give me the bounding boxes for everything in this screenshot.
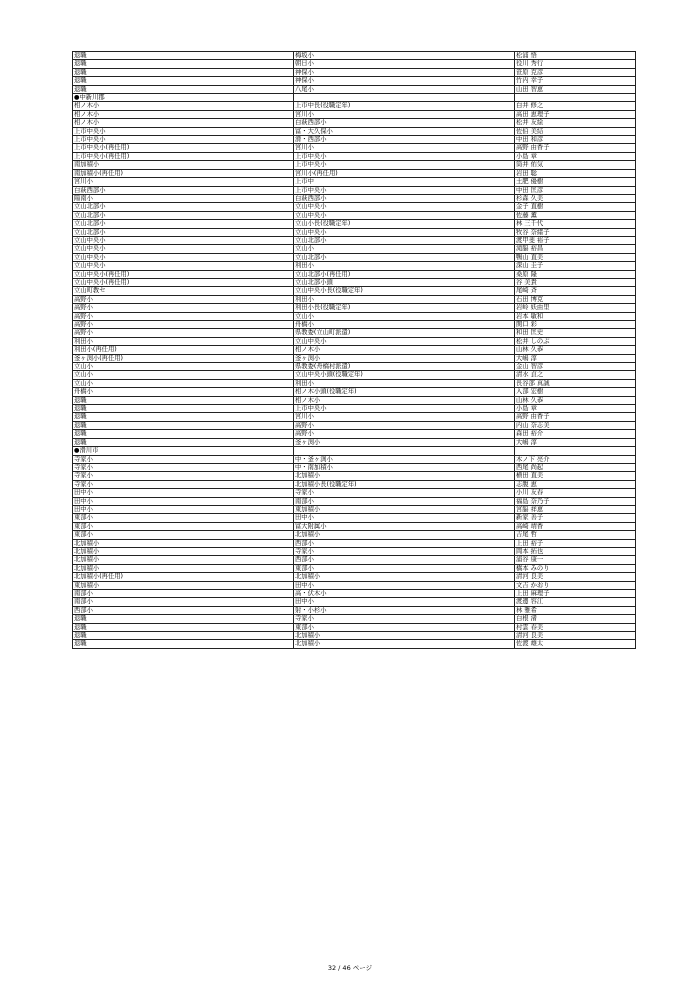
table-row bbox=[73, 102, 636, 110]
person-name-cell: 佐渡 雄太 bbox=[515, 640, 636, 648]
table-row bbox=[73, 144, 636, 152]
to-school-cell: 上市中央小 bbox=[294, 152, 515, 160]
from-school-cell: 退職 bbox=[73, 421, 294, 429]
from-school-cell: 退職 bbox=[73, 438, 294, 446]
person-name-cell: 内山 奈志美 bbox=[515, 421, 636, 429]
person-name-cell bbox=[515, 94, 636, 102]
from-school-cell: 陽南小 bbox=[73, 194, 294, 202]
to-school-cell: 北加積小 bbox=[294, 632, 515, 640]
to-school-cell: 相ノ木小 bbox=[294, 396, 515, 404]
table-row bbox=[73, 110, 636, 118]
person-name-cell: 白根 渚 bbox=[515, 615, 636, 623]
from-school-cell: 退職 bbox=[73, 615, 294, 623]
from-school-cell: 相ノ木小 bbox=[73, 119, 294, 127]
table-row bbox=[73, 564, 636, 572]
to-school-cell: 田中小 bbox=[294, 581, 515, 589]
person-name-cell: 山林 久恭 bbox=[515, 346, 636, 354]
person-name-cell: 橋本 みのり bbox=[515, 564, 636, 572]
person-name-cell: 宮脇 祥恵 bbox=[515, 505, 636, 513]
to-school-cell: 立山北部小(再任用) bbox=[294, 270, 515, 278]
from-school-cell: 退職 bbox=[73, 640, 294, 648]
from-school-cell: 立山中央小 bbox=[73, 253, 294, 261]
table-row bbox=[73, 203, 636, 211]
to-school-cell: 上市中央小 bbox=[294, 161, 515, 169]
person-name-cell: 入部 宏樹 bbox=[515, 388, 636, 396]
to-school-cell: 立山北部小 bbox=[294, 236, 515, 244]
person-name-cell: 土肥 優樹 bbox=[515, 178, 636, 186]
to-school-cell: 県教委(立山町派遣) bbox=[294, 329, 515, 337]
to-school-cell: 白萩西部小 bbox=[294, 119, 515, 127]
person-name-cell: 横田 直美 bbox=[515, 472, 636, 480]
table-body bbox=[73, 52, 636, 649]
from-school-cell: 上市中央小(再任用) bbox=[73, 144, 294, 152]
person-name-cell: 尾崎 斉 bbox=[515, 287, 636, 295]
from-school-cell: 北加積小 bbox=[73, 547, 294, 555]
to-school-cell: 利田小長(役職定年) bbox=[294, 304, 515, 312]
table-row bbox=[73, 354, 636, 362]
person-name-cell: 和田 匡史 bbox=[515, 329, 636, 337]
from-school-cell: 上市中央小(再任用) bbox=[73, 152, 294, 160]
person-name-cell: 大嶋 淳 bbox=[515, 354, 636, 362]
person-name-cell: 滝脇 裕昌 bbox=[515, 245, 636, 253]
table-row bbox=[73, 161, 636, 169]
to-school-cell: 立山北部小頭 bbox=[294, 278, 515, 286]
to-school-cell: 寺家小 bbox=[294, 547, 515, 555]
from-school-cell: 立山小 bbox=[73, 371, 294, 379]
to-school-cell: 東部小 bbox=[294, 623, 515, 631]
to-school-cell: 白萩西部小 bbox=[294, 194, 515, 202]
person-name-cell: 吉尾 哲 bbox=[515, 531, 636, 539]
table-row bbox=[73, 405, 636, 413]
to-school-cell: 滑・西部小 bbox=[294, 136, 515, 144]
person-name-cell: 白井 修之 bbox=[515, 102, 636, 110]
from-school-cell: 高野小 bbox=[73, 304, 294, 312]
person-name-cell: 山林 久恭 bbox=[515, 396, 636, 404]
from-school-cell: 高野小 bbox=[73, 321, 294, 329]
table-row bbox=[73, 438, 636, 446]
to-school-cell: 舟橋小 bbox=[294, 321, 515, 329]
table-row bbox=[73, 169, 636, 177]
to-school-cell: 東加積小 bbox=[294, 505, 515, 513]
to-school-cell: 立山北部小 bbox=[294, 253, 515, 261]
to-school-cell: 相ノ木小頭(役職定年) bbox=[294, 388, 515, 396]
person-name-cell: 岡本 拓也 bbox=[515, 547, 636, 555]
person-name-cell: 桑原 隆 bbox=[515, 270, 636, 278]
table-row bbox=[73, 396, 636, 404]
to-school-cell: 田中小 bbox=[294, 514, 515, 522]
from-school-cell: 北加積小 bbox=[73, 564, 294, 572]
from-school-cell: 東加積小 bbox=[73, 581, 294, 589]
table-row bbox=[73, 472, 636, 480]
from-school-cell: 釜ヶ渕小(再任用) bbox=[73, 354, 294, 362]
person-name-cell: 小川 友春 bbox=[515, 489, 636, 497]
to-school-cell: 立山中央小 bbox=[294, 228, 515, 236]
table-row bbox=[73, 278, 636, 286]
table-row bbox=[73, 581, 636, 589]
to-school-cell: 宮川小 bbox=[294, 413, 515, 421]
person-name-cell: 長谷部 真誠 bbox=[515, 379, 636, 387]
from-school-cell: 南加積小(再任用) bbox=[73, 169, 294, 177]
person-name-cell: 志腹 恵 bbox=[515, 480, 636, 488]
table-row bbox=[73, 388, 636, 396]
to-school-cell: 梅坂小 bbox=[294, 52, 515, 60]
person-name-cell: 深山 圭子 bbox=[515, 262, 636, 270]
person-name-cell: 杉森 久美 bbox=[515, 194, 636, 202]
table-row bbox=[73, 186, 636, 194]
from-school-cell: 高野小 bbox=[73, 295, 294, 303]
from-school-cell: 南加積小 bbox=[73, 161, 294, 169]
from-school-cell: 立山小 bbox=[73, 379, 294, 387]
table-row bbox=[73, 455, 636, 463]
from-school-cell: 田中小 bbox=[73, 489, 294, 497]
table-row bbox=[73, 489, 636, 497]
to-school-cell: 朝日小 bbox=[294, 60, 515, 68]
table-row bbox=[73, 606, 636, 614]
table-row bbox=[73, 346, 636, 354]
from-school-cell: 立山中央小 bbox=[73, 262, 294, 270]
to-school-cell: 立山中央小 bbox=[294, 211, 515, 219]
table-row bbox=[73, 304, 636, 312]
person-name-cell: 渡邊 容江 bbox=[515, 598, 636, 606]
table-row bbox=[73, 94, 636, 102]
from-school-cell: 東部小 bbox=[73, 514, 294, 522]
to-school-cell: 高・伏木小 bbox=[294, 590, 515, 598]
person-name-cell: 中田 匡彦 bbox=[515, 186, 636, 194]
from-school-cell: 退職 bbox=[73, 77, 294, 85]
table-row bbox=[73, 590, 636, 598]
from-school-cell: 寺家小 bbox=[73, 472, 294, 480]
from-school-cell: 立山中央小 bbox=[73, 236, 294, 244]
to-school-cell: 立山中央小長(役職定年) bbox=[294, 287, 515, 295]
to-school-cell: 立山中央小 bbox=[294, 337, 515, 345]
table-row bbox=[73, 220, 636, 228]
from-school-cell: 上市中央小 bbox=[73, 136, 294, 144]
from-school-cell: 退職 bbox=[73, 413, 294, 421]
to-school-cell: 高野小 bbox=[294, 421, 515, 429]
table-row bbox=[73, 337, 636, 345]
table-row bbox=[73, 447, 636, 455]
person-name-cell: 文吉 かおり bbox=[515, 581, 636, 589]
person-name-cell: 小島 章 bbox=[515, 405, 636, 413]
person-name-cell: 林 三千代 bbox=[515, 220, 636, 228]
person-name-cell: 中田 和彦 bbox=[515, 136, 636, 144]
personnel-table bbox=[72, 51, 636, 649]
to-school-cell: 宮川小 bbox=[294, 110, 515, 118]
from-school-cell: 立山中央小(再任用) bbox=[73, 278, 294, 286]
to-school-cell bbox=[294, 447, 515, 455]
to-school-cell: 射・小杉小 bbox=[294, 606, 515, 614]
person-name-cell: 大嶋 淳 bbox=[515, 438, 636, 446]
table-row bbox=[73, 253, 636, 261]
to-school-cell: 富大附属小 bbox=[294, 522, 515, 530]
person-name-cell: 岩岭 妖由里 bbox=[515, 304, 636, 312]
table-row bbox=[73, 522, 636, 530]
to-school-cell: 田中小 bbox=[294, 598, 515, 606]
to-school-cell: 相ノ木小 bbox=[294, 346, 515, 354]
table-row bbox=[73, 287, 636, 295]
table-row bbox=[73, 573, 636, 581]
table-row bbox=[73, 632, 636, 640]
table-row bbox=[73, 539, 636, 547]
person-name-cell: 小島 章 bbox=[515, 152, 636, 160]
from-school-cell: 北加積小 bbox=[73, 539, 294, 547]
person-name-cell: 高野 由香子 bbox=[515, 413, 636, 421]
to-school-cell: 神保小 bbox=[294, 77, 515, 85]
to-school-cell: 寺家小 bbox=[294, 489, 515, 497]
from-school-cell: 東部小 bbox=[73, 531, 294, 539]
table-row bbox=[73, 363, 636, 371]
table-row bbox=[73, 514, 636, 522]
from-school-cell: 南部小 bbox=[73, 598, 294, 606]
from-school-cell: 退職 bbox=[73, 623, 294, 631]
to-school-cell: 高野小 bbox=[294, 430, 515, 438]
person-name-cell: 清水 貞之 bbox=[515, 371, 636, 379]
person-name-cell: 林 雅希 bbox=[515, 606, 636, 614]
from-school-cell: 立山中央小 bbox=[73, 245, 294, 253]
to-school-cell: 中・釜ヶ渕小 bbox=[294, 455, 515, 463]
to-school-cell: 南部小 bbox=[294, 497, 515, 505]
to-school-cell: 東部小 bbox=[294, 564, 515, 572]
table-row bbox=[73, 598, 636, 606]
table-row bbox=[73, 430, 636, 438]
table-row bbox=[73, 615, 636, 623]
to-school-cell: 上市中 bbox=[294, 178, 515, 186]
from-school-cell: 白萩西部小 bbox=[73, 186, 294, 194]
from-school-cell: 立山北部小 bbox=[73, 211, 294, 219]
person-name-cell: 岩田 聡 bbox=[515, 169, 636, 177]
to-school-cell: 上市中長(役職定年) bbox=[294, 102, 515, 110]
to-school-cell: 北加積小 bbox=[294, 531, 515, 539]
from-school-cell: 田中小 bbox=[73, 497, 294, 505]
person-name-cell: 上田 麻理子 bbox=[515, 590, 636, 598]
to-school-cell: 利田小 bbox=[294, 379, 515, 387]
person-name-cell: 木ノ下 亮介 bbox=[515, 455, 636, 463]
person-name-cell: 岩本 敏和 bbox=[515, 312, 636, 320]
table-row bbox=[73, 497, 636, 505]
table-row bbox=[73, 245, 636, 253]
table-row bbox=[73, 312, 636, 320]
person-name-cell: 金山 智彦 bbox=[515, 363, 636, 371]
from-school-cell: 退職 bbox=[73, 632, 294, 640]
to-school-cell: 県教委(舟橋村派遣) bbox=[294, 363, 515, 371]
to-school-cell: 上市中央小 bbox=[294, 186, 515, 194]
table-row bbox=[73, 480, 636, 488]
person-name-cell: 松井 しのぶ bbox=[515, 337, 636, 345]
table-row bbox=[73, 85, 636, 93]
person-name-cell bbox=[515, 447, 636, 455]
table-row bbox=[73, 60, 636, 68]
table-row bbox=[73, 178, 636, 186]
to-school-cell: 北加積小 bbox=[294, 573, 515, 581]
from-school-cell: 寺家小 bbox=[73, 455, 294, 463]
person-name-cell: 関口 彩 bbox=[515, 321, 636, 329]
person-name-cell: 笹原 克彦 bbox=[515, 68, 636, 76]
person-name-cell: 筒井 佑気 bbox=[515, 161, 636, 169]
person-name-cell: 上田 裕子 bbox=[515, 539, 636, 547]
person-name-cell: 福島 奈乃子 bbox=[515, 497, 636, 505]
person-name-cell: 浦谷 康一 bbox=[515, 556, 636, 564]
to-school-cell: 釜ヶ渕小 bbox=[294, 354, 515, 362]
person-name-cell: 高田 恵理子 bbox=[515, 110, 636, 118]
from-school-cell: 退職 bbox=[73, 60, 294, 68]
to-school-cell: 寺家小 bbox=[294, 615, 515, 623]
from-school-cell: 立山中央小(再任用) bbox=[73, 270, 294, 278]
table-row bbox=[73, 270, 636, 278]
person-name-cell: 清河 良美 bbox=[515, 573, 636, 581]
table-row bbox=[73, 68, 636, 76]
to-school-cell: 中・南加積小 bbox=[294, 463, 515, 471]
from-school-cell: 立山町教セ bbox=[73, 287, 294, 295]
table-row bbox=[73, 119, 636, 127]
person-name-cell: 西尾 尚起 bbox=[515, 463, 636, 471]
to-school-cell: 北加積小長(役職定年) bbox=[294, 480, 515, 488]
to-school-cell: 立山小 bbox=[294, 312, 515, 320]
person-name-cell: 森田 裕介 bbox=[515, 430, 636, 438]
person-name-cell: 高崎 靖香 bbox=[515, 522, 636, 530]
person-name-cell: 鴨山 直美 bbox=[515, 253, 636, 261]
table-row bbox=[73, 640, 636, 648]
to-school-cell: 西部小 bbox=[294, 539, 515, 547]
to-school-cell: 利田小 bbox=[294, 295, 515, 303]
to-school-cell: 立山中央小頭(役職定年) bbox=[294, 371, 515, 379]
to-school-cell: 立山中央小 bbox=[294, 203, 515, 211]
from-school-cell: 上市中央小 bbox=[73, 127, 294, 135]
from-school-cell: 利田小 bbox=[73, 337, 294, 345]
to-school-cell: 利田小 bbox=[294, 262, 515, 270]
to-school-cell bbox=[294, 94, 515, 102]
table-row bbox=[73, 505, 636, 513]
person-name-cell: 役川 秀行 bbox=[515, 60, 636, 68]
from-school-cell: 高野小 bbox=[73, 329, 294, 337]
table-row bbox=[73, 127, 636, 135]
to-school-cell: 釜ヶ渕小 bbox=[294, 438, 515, 446]
from-school-cell: 田中小 bbox=[73, 505, 294, 513]
from-school-cell: 退職 bbox=[73, 430, 294, 438]
to-school-cell: 神保小 bbox=[294, 68, 515, 76]
from-school-cell: 利田小(再任用) bbox=[73, 346, 294, 354]
table-row bbox=[73, 531, 636, 539]
table-row bbox=[73, 262, 636, 270]
from-school-cell: 北加積小(再任用) bbox=[73, 573, 294, 581]
to-school-cell: 宮川小(再任用) bbox=[294, 169, 515, 177]
to-school-cell: 立山小 bbox=[294, 245, 515, 253]
table-row bbox=[73, 413, 636, 421]
table-row bbox=[73, 194, 636, 202]
person-name-cell: 竹内 幸子 bbox=[515, 77, 636, 85]
page-number: 32 / 46 ページ bbox=[327, 964, 373, 972]
person-name-cell: 佐伯 美結 bbox=[515, 127, 636, 135]
table-row bbox=[73, 463, 636, 471]
to-school-cell: 立山小長(役職定年) bbox=[294, 220, 515, 228]
table-row bbox=[73, 329, 636, 337]
table-row bbox=[73, 623, 636, 631]
to-school-cell: 上市中央小 bbox=[294, 405, 515, 413]
from-school-cell: 相ノ木小 bbox=[73, 102, 294, 110]
from-school-cell: 西部小 bbox=[73, 606, 294, 614]
from-school-cell: 立山北部小 bbox=[73, 220, 294, 228]
person-name-cell: 渡甲斐 裕子 bbox=[515, 236, 636, 244]
from-school-cell: 寺家小 bbox=[73, 463, 294, 471]
table-row bbox=[73, 556, 636, 564]
from-school-cell: 宮川小 bbox=[73, 178, 294, 186]
to-school-cell: 北加積小 bbox=[294, 640, 515, 648]
from-school-cell: 東部小 bbox=[73, 522, 294, 530]
from-school-cell: ●滑川市 bbox=[73, 447, 294, 455]
to-school-cell: 西部小 bbox=[294, 556, 515, 564]
person-name-cell: 金子 直樹 bbox=[515, 203, 636, 211]
person-name-cell: 佐藤 薫 bbox=[515, 211, 636, 219]
from-school-cell: 北加積小 bbox=[73, 556, 294, 564]
person-name-cell: 松井 友絵 bbox=[515, 119, 636, 127]
person-name-cell: 山田 智恵 bbox=[515, 85, 636, 93]
table-row bbox=[73, 236, 636, 244]
from-school-cell: 退職 bbox=[73, 405, 294, 413]
table-row bbox=[73, 295, 636, 303]
table-row bbox=[73, 228, 636, 236]
table-row bbox=[73, 321, 636, 329]
table-row bbox=[73, 421, 636, 429]
table-row bbox=[73, 77, 636, 85]
from-school-cell: 相ノ木小 bbox=[73, 110, 294, 118]
from-school-cell: 立山小 bbox=[73, 363, 294, 371]
table-row bbox=[73, 211, 636, 219]
person-name-cell: 清河 良美 bbox=[515, 632, 636, 640]
from-school-cell: 退職 bbox=[73, 68, 294, 76]
from-school-cell: 立山北部小 bbox=[73, 203, 294, 211]
person-name-cell: 松浦 悟 bbox=[515, 52, 636, 60]
from-school-cell: 立山北部小 bbox=[73, 228, 294, 236]
from-school-cell: 退職 bbox=[73, 52, 294, 60]
from-school-cell: 舟橋小 bbox=[73, 388, 294, 396]
table-row bbox=[73, 52, 636, 60]
person-name-cell: 牧谷 奈緒子 bbox=[515, 228, 636, 236]
to-school-cell: 八尾小 bbox=[294, 85, 515, 93]
to-school-cell: 富・大久保小 bbox=[294, 127, 515, 135]
person-name-cell: 谷 美貴 bbox=[515, 278, 636, 286]
to-school-cell: 北加積小 bbox=[294, 472, 515, 480]
to-school-cell: 宮川小 bbox=[294, 144, 515, 152]
table-row bbox=[73, 136, 636, 144]
from-school-cell: 高野小 bbox=[73, 312, 294, 320]
from-school-cell: 南部小 bbox=[73, 590, 294, 598]
table-row bbox=[73, 152, 636, 160]
person-name-cell: 石田 博克 bbox=[515, 295, 636, 303]
table-row bbox=[73, 379, 636, 387]
table-row bbox=[73, 547, 636, 555]
person-name-cell: 新家 善子 bbox=[515, 514, 636, 522]
from-school-cell: ●中新川郡 bbox=[73, 94, 294, 102]
from-school-cell: 寺家小 bbox=[73, 480, 294, 488]
from-school-cell: 退職 bbox=[73, 396, 294, 404]
table-row bbox=[73, 371, 636, 379]
person-name-cell: 村雲 春美 bbox=[515, 623, 636, 631]
person-name-cell: 高野 由香子 bbox=[515, 144, 636, 152]
from-school-cell: 退職 bbox=[73, 85, 294, 93]
